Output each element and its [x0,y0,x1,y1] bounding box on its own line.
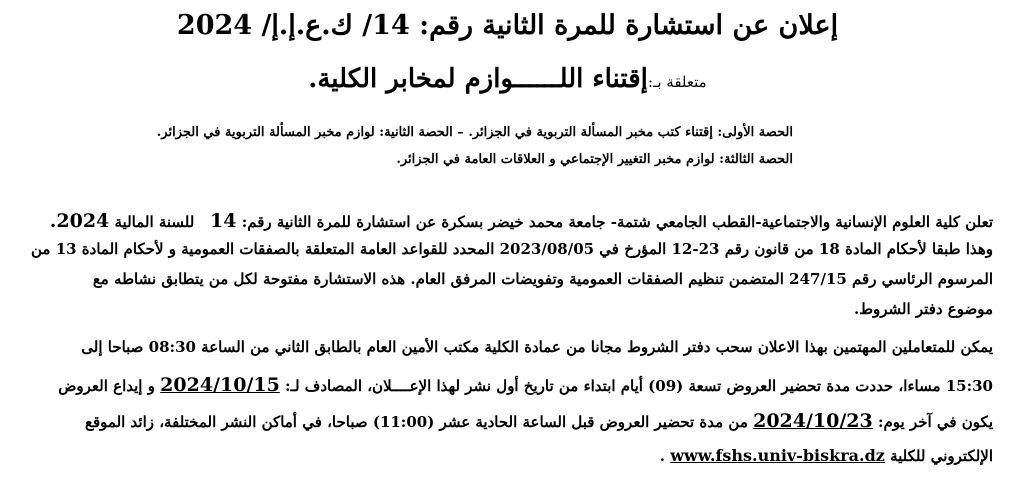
paragraph-2-line-4 [660,448,993,464]
p2-text-f: . [659,447,665,465]
fiscal-year: 2024. [49,210,110,232]
p1-text-b: للسنة المالية [114,213,195,231]
paragraph-2-line-3 [85,412,993,431]
p2-text-d: من مدة تحضير العروض قبل الساعة الحادية عشر (11:00) صباحا، في أماكن النشر المختلفة، زائد الموقع [85,413,748,431]
subject-text: إقتناء اللــــــوازم لمخابر الكلية. [308,64,648,94]
lots-line-1: الحصة الأولى: إقتناء كتب مخبر المسألة التربوية في الجزائر. – الحصة الثانية: لوازم مخبر المسألة التربوية في الجزائر. [156,125,793,140]
paragraph-1-line-4: موضوع دفتر الشروط. [853,300,993,318]
subject-lead: متعلقة بـ: [647,73,707,91]
paragraph-1-line-3: المرسوم الرئاسي رقم 247/15 المتضمن تنظيم الصفقات العمومية وتفويضات المرفق العام. هذه الاستشارة مفتوحة لكل من يتطابق نشاطه مع [92,270,993,288]
deadline-date: 2024/10/23 [753,410,873,432]
p1-text-a: تعلن كلية العلوم الإنسانية والاجتماعية-القطب الجامعي شتمة- جامعة محمد خيضر بسكرة عن استشارة للمرة الثانية رقم: [241,213,993,231]
consultation-number: 14 [210,210,237,232]
paragraph-1-line-1 [50,212,993,231]
paragraph-1-line-2: وهذا طبقا لأحكام المادة 18 من قانون رقم 23-12 المؤرخ في 2023/08/05 المحدد للقواعد العامة المتعلقة بالصفقات العمومية و لأحكام المادة 13 من [31,240,993,258]
paragraph-2-line-2 [58,376,993,395]
subject-line [0,66,1015,92]
paragraph-2-line-1: يمكن للمتعاملين المهتمين بهذا الاعلان سحب دفتر الشروط مجانا من عمادة الكلية مكتب الأمين العام بالطابق الثاني من الساعة 08:30 صباحا إلى [81,338,993,356]
p2-text-a: 15:30 مساءا، حددت مدة تحضير العروض تسعة (09) أيام ابتداء من تاريخ أول نشر لهذا الإعــــلان، المصادف لـ: [285,377,993,395]
page-title: إعلان عن استشارة للمرة الثانية رقم: 14/ ك.ع.إ.إ/ 2024 [176,10,839,41]
p2-text-c: يكون في آخر يوم: [877,413,993,431]
website-link[interactable]: www.fshs.univ-biskra.dz [670,446,885,465]
lots-line-2: الحصة الثالثة: لوازم مخبر التغيير الإجتماعي و العلاقات العامة في الجزائر. [396,152,793,167]
p2-text-b: و إيداع العروض [58,377,155,395]
publication-date: 2024/10/15 [160,374,280,396]
p2-text-e: الإلكتروني للكلية [890,447,993,465]
